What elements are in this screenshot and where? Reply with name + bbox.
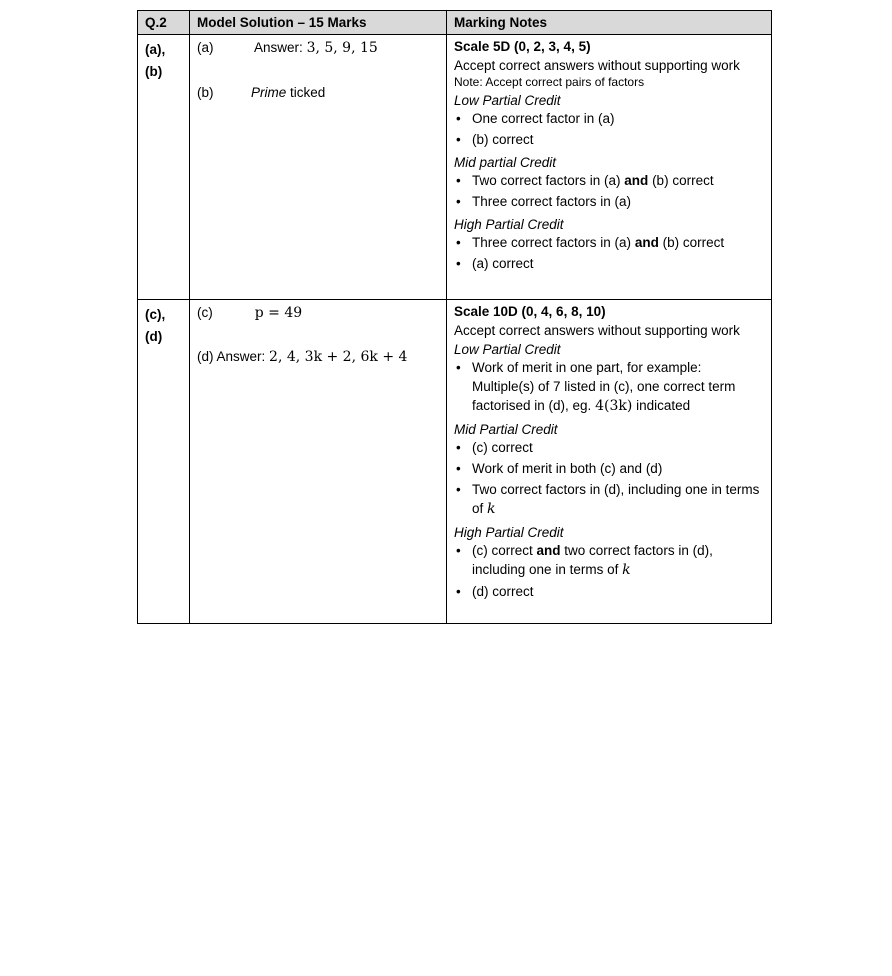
list-item: • (a) correct xyxy=(472,254,764,273)
accept-note-cd: Accept correct answers without supporting work xyxy=(454,323,740,338)
header-marking-notes: Marking Notes xyxy=(447,11,772,35)
solution-cd xyxy=(190,300,447,624)
high-credit-title-cd: High Partial Credit xyxy=(454,525,564,540)
mid-credit-title-cd: Mid Partial Credit xyxy=(454,422,558,437)
mid-credit-list-cd xyxy=(454,438,764,519)
solution-b-text: ticked xyxy=(286,85,326,100)
question-label-ab xyxy=(138,35,190,300)
list-item: • (d) correct xyxy=(472,582,764,601)
solution-d-label: (d) Answer: xyxy=(197,349,266,364)
solution-ab xyxy=(190,35,447,300)
row-c-d xyxy=(138,300,772,624)
mid-credit-list-ab xyxy=(454,171,764,211)
high-credit-title-ab: High Partial Credit xyxy=(454,217,564,232)
high-credit-list-cd xyxy=(454,541,764,601)
label-d: (d) xyxy=(145,329,163,344)
label-b: (b) xyxy=(145,64,163,79)
scale-5d: Scale 5D (0, 2, 3, 4, 5) xyxy=(454,39,591,54)
question-label-cd xyxy=(138,300,190,624)
solution-b-tag: (b) xyxy=(197,85,214,100)
solution-a-answer: 3, 5, 9, 15 xyxy=(306,40,378,56)
list-item: • (c) correct and two correct factors in (d), including one in terms of k xyxy=(472,541,764,580)
list-item: • Work of merit in both (c) and (d) xyxy=(472,459,764,478)
solution-c-tag: (c) xyxy=(197,305,213,320)
low-credit-title-cd: Low Partial Credit xyxy=(454,342,561,357)
solution-b xyxy=(197,85,325,100)
solution-d xyxy=(197,349,407,365)
low-credit-title-ab: Low Partial Credit xyxy=(454,93,561,108)
solution-c xyxy=(197,305,302,321)
low-credit-list-cd xyxy=(454,358,764,416)
list-item: • Two correct factors in (d), including one in terms of k xyxy=(472,480,764,519)
marking-scheme-table xyxy=(137,10,772,624)
notes-cd xyxy=(447,300,772,624)
list-item: • Work of merit in one part, for example: Multiple(s) of 7 listed in (c), one correct term factorised in (d), eg. 4(3k) indicated xyxy=(472,358,764,416)
list-item: • (b) correct xyxy=(472,130,764,149)
high-credit-list-ab xyxy=(454,233,764,273)
solution-c-answer: p = 49 xyxy=(254,305,303,321)
solution-d-answer: 2, 4, 3k + 2, 6k + 4 xyxy=(269,349,408,365)
solution-b-prime: Prime xyxy=(251,85,287,100)
list-item: • (c) correct xyxy=(472,438,764,457)
solution-a-tag: (a) xyxy=(197,40,214,55)
mid-credit-title-ab: Mid partial Credit xyxy=(454,155,557,170)
header-question: Q.2 xyxy=(138,11,190,35)
list-item: • Two correct factors in (a) and (b) correct xyxy=(472,171,764,190)
list-item: • One correct factor in (a) xyxy=(472,109,764,128)
accept-note-ab: Accept correct answers without supporting work xyxy=(454,58,740,73)
label-a: (a), xyxy=(145,42,166,57)
scale-10d: Scale 10D (0, 4, 6, 8, 10) xyxy=(454,304,606,319)
list-item: • Three correct factors in (a) and (b) correct xyxy=(472,233,764,252)
header-row xyxy=(138,11,772,35)
solution-a xyxy=(197,40,378,56)
label-c: (c), xyxy=(145,307,166,322)
pairs-note: Note: Accept correct pairs of factors xyxy=(454,75,645,89)
list-item: • Three correct factors in (a) xyxy=(472,192,764,211)
notes-ab xyxy=(447,35,772,300)
row-a-b xyxy=(138,35,772,300)
header-model-solution: Model Solution – 15 Marks xyxy=(190,11,447,35)
solution-a-answer-label: Answer: xyxy=(254,40,303,55)
low-credit-list-ab xyxy=(454,109,764,149)
